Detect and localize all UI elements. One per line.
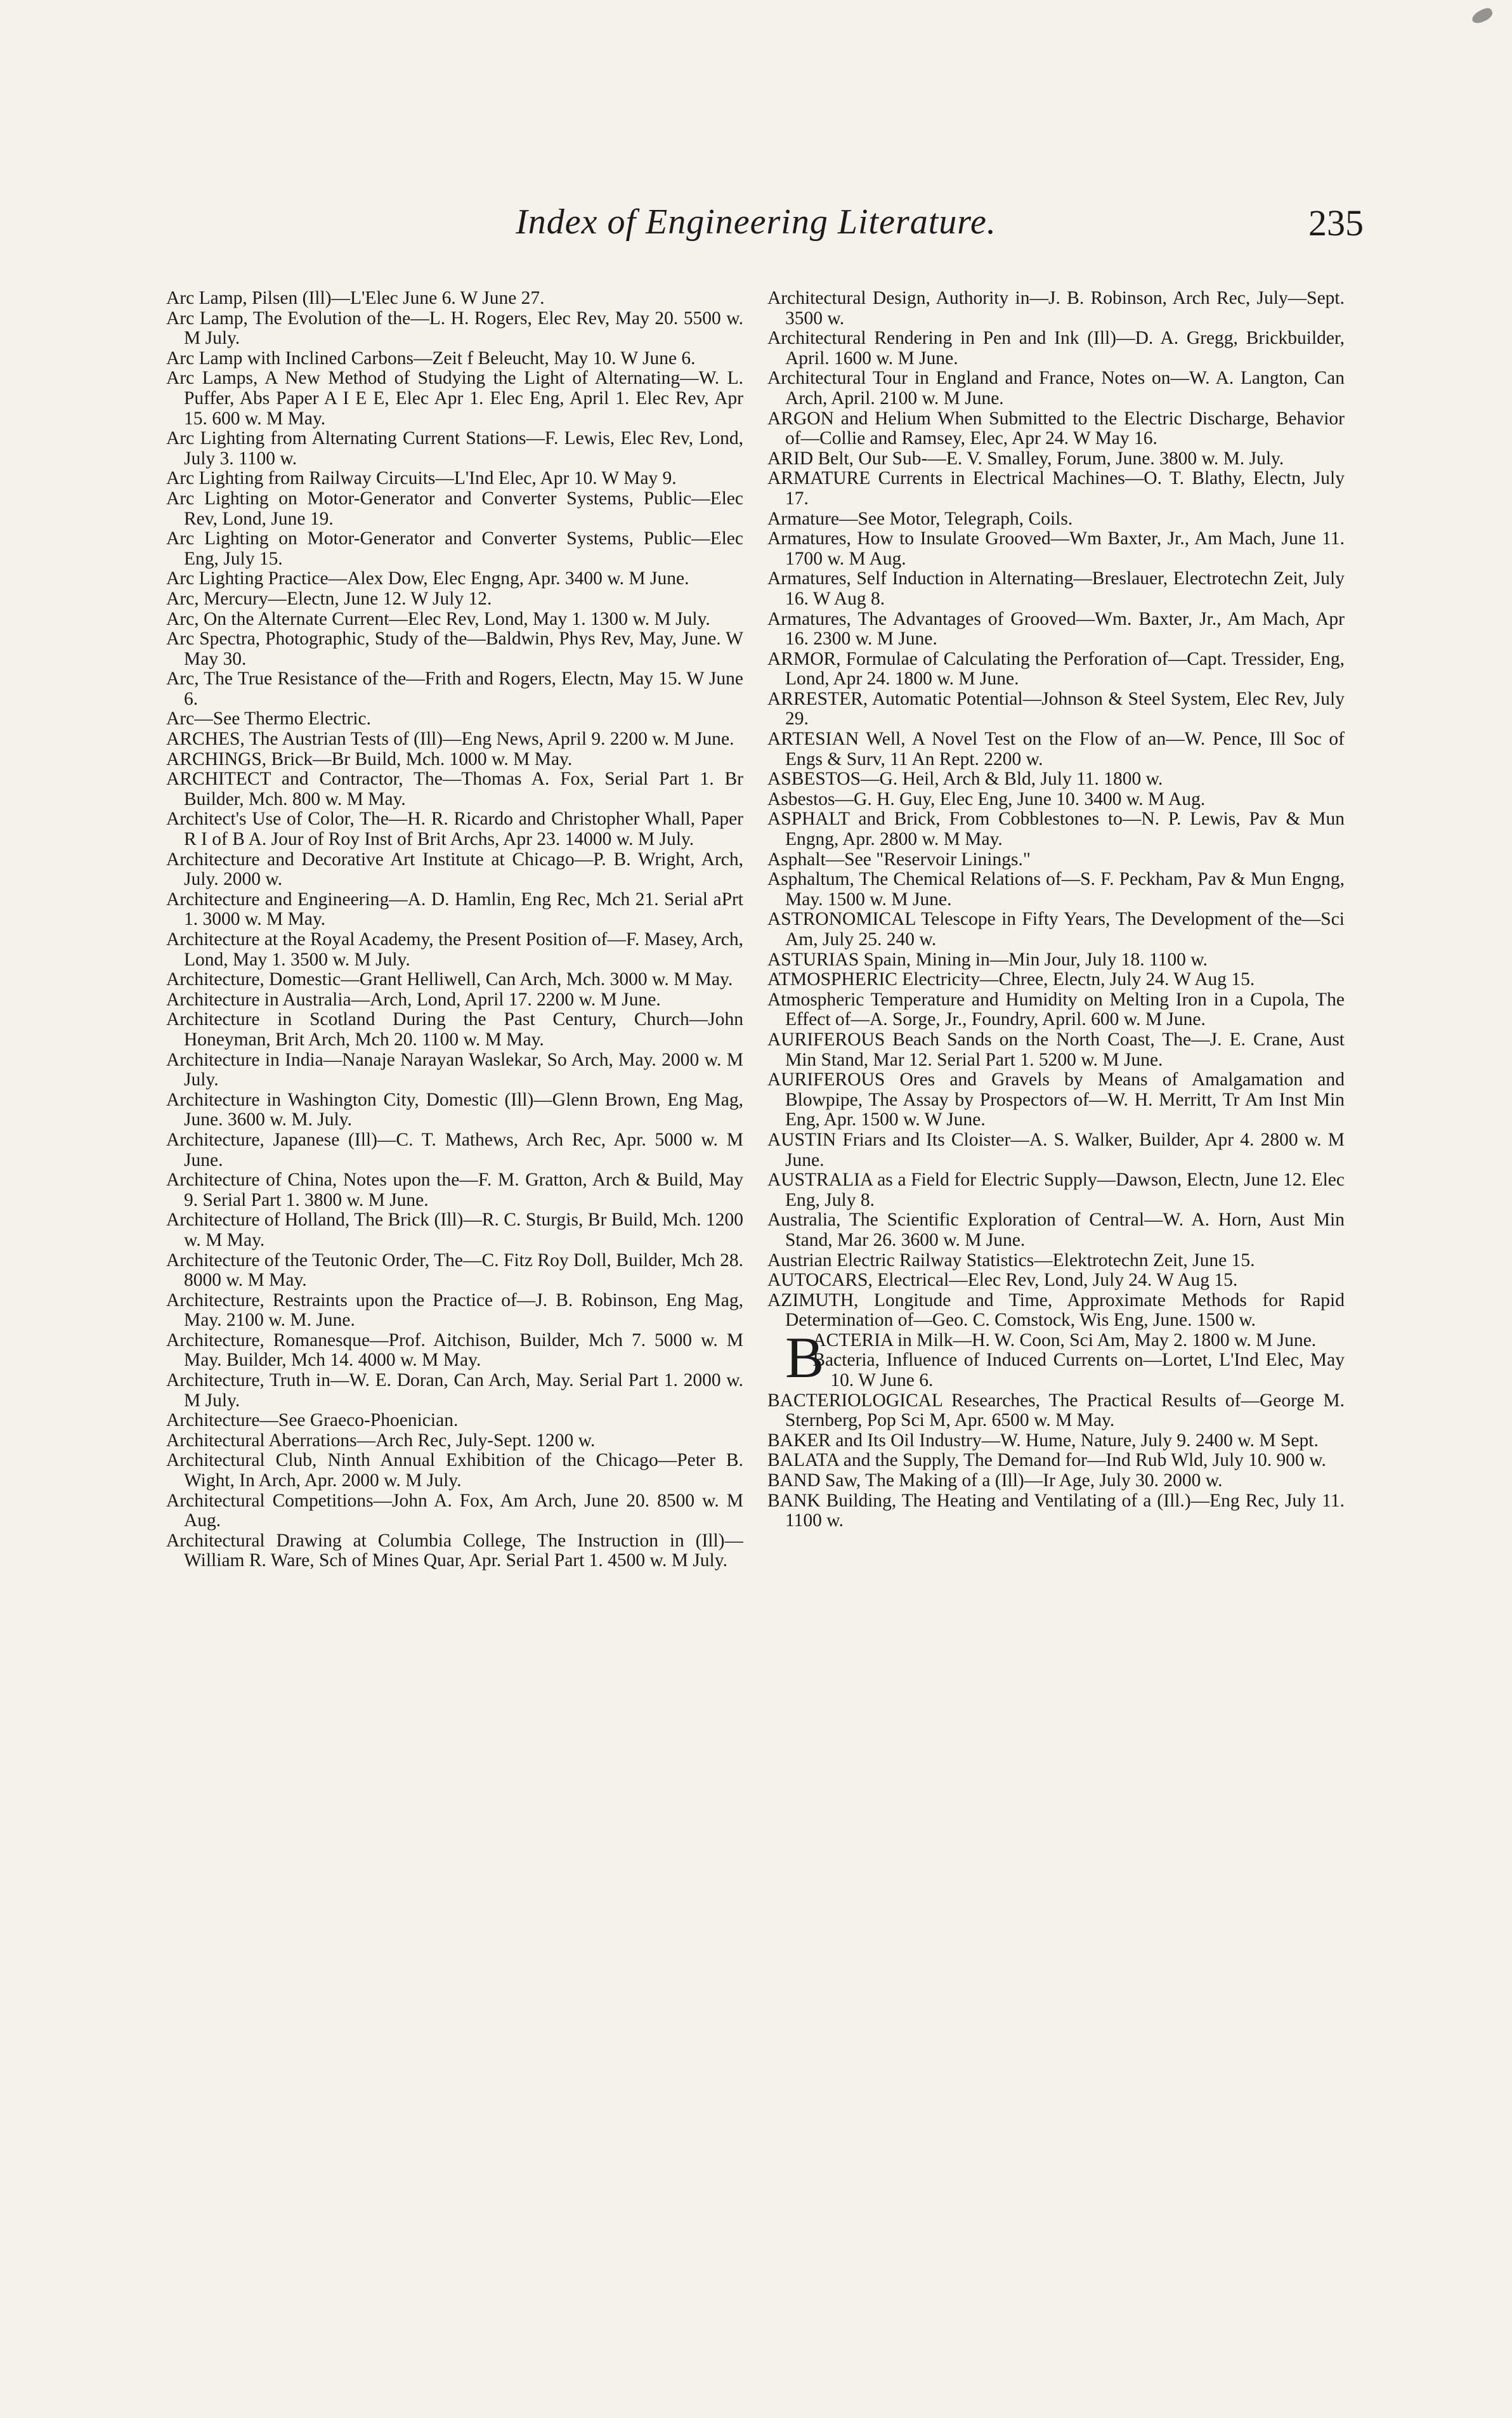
- index-entry: Architecture, Restraints upon the Practice of—J. B. Robinson, Eng Mag, May. 2100 w. M. June.: [166, 1290, 743, 1331]
- index-entry: BANK Building, The Heating and Ventilating of a (Ill.)—Eng Rec, July 11. 1100 w.: [767, 1490, 1345, 1531]
- index-entry: Architecture in Australia—Arch, Lond, April 17. 2200 w. M June.: [166, 989, 661, 1010]
- ink-smudge: [1470, 6, 1494, 26]
- index-entry: BACTERIOLOGICAL Researches, The Practical Results of—George M. Sternberg, Pop Sci M, Apr. 6500 w. M May.: [767, 1390, 1345, 1431]
- index-entry: Arc Lamps, A New Method of Studying the Light of Alternating—W. L. Puffer, Abs Paper A I E E, Elec Apr 1. Elec Eng, April 1. Elec Rev, Apr 15. 600 w. M May.: [166, 368, 743, 429]
- page-number: 235: [1308, 202, 1364, 244]
- index-entry: Arc Lighting on Motor-Generator and Converter Systems, Public—Elec Rev, Lond, June 19.: [166, 488, 743, 529]
- index-entry: Architecture of China, Notes upon the—F. M. Gratton, Arch & Build, May 9. Serial Part 1. 3800 w. M June.: [166, 1170, 743, 1210]
- index-entry: Arc Lighting from Railway Circuits—L'Ind Elec, Apr 10. W May 9.: [166, 468, 677, 489]
- index-entry: AUSTRALIA as a Field for Electric Supply—Dawson, Electn, June 12. Elec Eng, July 8.: [767, 1170, 1345, 1210]
- index-entry: Architecture—See Graeco-Phoenician.: [166, 1410, 459, 1431]
- index-entry: Architecture at the Royal Academy, the Present Position of—F. Masey, Arch, Lond, May 1. 3500 w. M July.: [166, 929, 743, 970]
- index-entry: Architecture and Engineering—A. D. Hamlin, Eng Rec, Mch 21. Serial aPrt 1. 3000 w. M May.: [166, 889, 743, 930]
- index-entry: ARCHITECT and Contractor, The—Thomas A. Fox, Serial Part 1. Br Builder, Mch. 800 w. M May.: [166, 769, 743, 809]
- index-entry: AURIFEROUS Beach Sands on the North Coast, The—J. E. Crane, Aust Min Stand, Mar 12. Serial Part 1. 5200 w. M June.: [767, 1029, 1345, 1070]
- index-entry: Architecture of Holland, The Brick (Ill)—R. C. Sturgis, Br Build, Mch. 1200 w. M May.: [166, 1210, 743, 1250]
- index-entry: AURIFEROUS Ores and Gravels by Means of Amalgamation and Blowpipe, The Assay by Prospectors of—W. H. Merritt, Tr Am Inst Min Eng, Apr. 1500 w. W June.: [767, 1069, 1345, 1130]
- index-entry: Architectural Rendering in Pen and Ink (Ill)—D. A. Gregg, Brickbuilder, April. 1600 w. M June.: [767, 328, 1345, 369]
- index-entry: AZIMUTH, Longitude and Time, Approximate Methods for Rapid Determination of—Geo. C. Comstock, Wis Eng, June. 1500 w.: [767, 1290, 1345, 1331]
- index-entry: Arc Lighting from Alternating Current Stations—F. Lewis, Elec Rev, Lond, July 3. 1100 w.: [166, 428, 743, 469]
- index-entry: Architecture, Truth in—W. E. Doran, Can Arch, May. Serial Part 1. 2000 w. M July.: [166, 1370, 743, 1411]
- index-entry: Atmospheric Temperature and Humidity on Melting Iron in a Cupola, The Effect of—A. Sorge, Jr., Foundry, April. 600 w. M June.: [767, 989, 1345, 1030]
- index-entry: Armatures, The Advantages of Grooved—Wm. Baxter, Jr., Am Mach, Apr 16. 2300 w. M June.: [767, 608, 1345, 650]
- index-entry: ASTRONOMICAL Telescope in Fifty Years, The Development of the—Sci Am, July 25. 240 w.: [767, 909, 1345, 950]
- index-entry: ARRESTER, Automatic Potential—Johnson & Steel System, Elec Rev, July 29.: [767, 688, 1345, 729]
- index-entry: BACTERIA in Milk—H. W. Coon, Sci Am, May 2. 1800 w. M June.: [785, 1324, 1317, 1390]
- index-entry: Austrian Electric Railway Statistics—Elektrotechn Zeit, June 15.: [767, 1250, 1255, 1271]
- index-entry: Arc Lighting on Motor-Generator and Converter Systems, Public—Elec Eng, July 15.: [166, 528, 743, 569]
- index-entry: Arc, On the Alternate Current—Elec Rev, Lond, May 1. 1300 w. M July.: [166, 608, 710, 629]
- index-entry: Architecture, Romanesque—Prof. Aitchison, Builder, Mch 7. 5000 w. M May. Builder, Mch 14. 4000 w. M May.: [166, 1330, 743, 1371]
- left-column: [166, 289, 743, 2230]
- index-entry: AUTOCARS, Electrical—Elec Rev, Lond, July 24. W Aug 15.: [767, 1270, 1238, 1291]
- index-entry: Arc Lamp, The Evolution of the—L. H. Rogers, Elec Rev, May 20. 5500 w. M July.: [166, 308, 743, 349]
- index-entry: Australia, The Scientific Exploration of Central—W. A. Horn, Aust Min Stand, Mar 26. 3600 w. M June.: [767, 1210, 1345, 1250]
- index-entry: Arc Lighting Practice—Alex Dow, Elec Engng, Apr. 3400 w. M June.: [166, 568, 689, 589]
- index-entry: Arc, The True Resistance of the—Frith and Rogers, Electn, May 15. W June 6.: [166, 669, 743, 709]
- right-column: [767, 289, 1345, 2230]
- index-entry: ARTESIAN Well, A Novel Test on the Flow of an—W. Pence, Ill Soc of Engs & Surv, 11 An Rept. 2200 w.: [767, 729, 1345, 769]
- index-entry: Architecture in Scotland During the Past Century, Church—John Honeyman, Brit Arch, Mch 20. 1100 w. M May.: [166, 1009, 743, 1050]
- index-entry: Arc—See Thermo Electric.: [166, 709, 372, 729]
- index-entry: ARGON and Helium When Submitted to the Electric Discharge, Behavior of—Collie and Ramsey, Elec, Apr 24. W May 16.: [767, 408, 1345, 449]
- index-entry: ATMOSPHERIC Electricity—Chree, Electn, July 24. W Aug 15.: [767, 969, 1255, 990]
- index-entry: ARMATURE Currents in Electrical Machines—O. T. Blathy, Electn, July 17.: [767, 468, 1345, 509]
- index-entry: Architectural Design, Authority in—J. B. Robinson, Arch Rec, July—Sept. 3500 w.: [767, 289, 1345, 329]
- index-entry: Architectural Drawing at Columbia College, The Instruction in (Ill)—William R. Ware, Sch of Mines Quar, Apr. Serial Part 1. 4500 w. M July.: [166, 1530, 743, 1571]
- index-entry: ASPHALT and Brick, From Cobblestones to—N. P. Lewis, Pav & Mun Engng, Apr. 2800 w. M May.: [767, 809, 1345, 850]
- index-entry: Architectural Competitions—John A. Fox, Am Arch, June 20. 8500 w. M Aug.: [166, 1490, 743, 1531]
- index-entry: Architecture in India—Nanaje Narayan Waslekar, So Arch, May. 2000 w. M July.: [166, 1049, 743, 1090]
- index-entry: BAKER and Its Oil Industry—W. Hume, Nature, July 9. 2400 w. M Sept.: [767, 1430, 1319, 1451]
- index-entry: Arc Spectra, Photographic, Study of the—Baldwin, Phys Rev, May, June. W May 30.: [166, 629, 743, 669]
- index-entry: Architecture, Domestic—Grant Helliwell, Can Arch, Mch. 3000 w. M May.: [166, 969, 733, 990]
- index-entry: Armatures, Self Induction in Alternating—Breslauer, Electrotechn Zeit, July 16. W Aug 8.: [767, 568, 1345, 609]
- index-entry: Arc Lamp with Inclined Carbons—Zeit f Beleucht, May 10. W June 6.: [166, 348, 696, 369]
- index-entry: Armatures, How to Insulate Grooved—Wm Baxter, Jr., Am Mach, June 11. 1700 w. M Aug.: [767, 528, 1345, 569]
- index-entry: ARCHES, The Austrian Tests of (Ill)—Eng News, April 9. 2200 w. M June.: [166, 729, 734, 750]
- index-entry: BALATA and the Supply, The Demand for—Ind Rub Wld, July 10. 900 w.: [767, 1450, 1326, 1471]
- header-title: Index of Engineering Literature.: [516, 202, 996, 242]
- index-entry: ARMOR, Formulae of Calculating the Perforation of—Capt. Tressider, Eng, Lond, Apr 24. 1800 w. M June.: [767, 648, 1345, 689]
- index-entry: ARID Belt, Our Sub-—E. V. Smalley, Forum, June. 3800 w. M. July.: [767, 448, 1284, 469]
- index-entry: Architecture of the Teutonic Order, The—C. Fitz Roy Doll, Builder, Mch 28. 8000 w. M May.: [166, 1250, 743, 1291]
- index-entry: Armature—See Motor, Telegraph, Coils.: [767, 508, 1073, 529]
- index-entry: Bacteria, Influence of Induced Currents on—Lortet, L'Ind Elec, May 10. W June 6.: [812, 1350, 1345, 1391]
- index-entry: Architect's Use of Color, The—H. R. Ricardo and Christopher Whall, Paper R I of B A. Jour of Roy Inst of Brit Archs, Apr 23. 14000 w. M July.: [166, 809, 743, 850]
- index-entry: Arc, Mercury—Electn, June 12. W July 12.: [166, 588, 492, 609]
- index-entry: Asbestos—G. H. Guy, Elec Eng, June 10. 3400 w. M Aug.: [767, 788, 1206, 809]
- index-entry: Architecture in Washington City, Domestic (Ill)—Glenn Brown, Eng Mag, June. 3600 w. M. July.: [166, 1089, 743, 1130]
- index-entry: Asphalt—See "Reservoir Linings.": [767, 849, 1031, 870]
- index-entry: BAND Saw, The Making of a (Ill)—Ir Age, July 30. 2000 w.: [767, 1470, 1223, 1491]
- index-entry: ASBESTOS—G. Heil, Arch & Bld, July 11. 1800 w.: [767, 769, 1163, 790]
- index-entry: Architectural Tour in England and France, Notes on—W. A. Langton, Can Arch, April. 2100 w. M June.: [767, 368, 1345, 408]
- index-entry: ARCHINGS, Brick—Br Build, Mch. 1000 w. M May.: [166, 748, 573, 769]
- index-entry: Arc Lamp, Pilsen (Ill)—L'Elec June 6. W June 27.: [166, 289, 545, 308]
- index-entry: Architecture, Japanese (Ill)—C. T. Mathews, Arch Rec, Apr. 5000 w. M June.: [166, 1129, 743, 1170]
- index-entry: Architectural Club, Ninth Annual Exhibition of the Chicago—Peter B. Wight, In Arch, Apr. 2000 w. M July.: [166, 1450, 743, 1491]
- index-entry: Asphaltum, The Chemical Relations of—S. F. Peckham, Pav & Mun Engng, May. 1500 w. M June.: [767, 869, 1345, 910]
- index-entry: AUSTIN Friars and Its Cloister—A. S. Walker, Builder, Apr 4. 2800 w. M June.: [767, 1129, 1345, 1170]
- running-header: [0, 202, 1512, 252]
- index-entry: ASTURIAS Spain, Mining in—Min Jour, July 18. 1100 w.: [767, 949, 1208, 970]
- index-entry: Architectural Aberrations—Arch Rec, July-Sept. 1200 w.: [166, 1430, 596, 1451]
- index-entry: Architecture and Decorative Art Institute at Chicago—P. B. Wright, Arch, July. 2000 w.: [166, 849, 743, 890]
